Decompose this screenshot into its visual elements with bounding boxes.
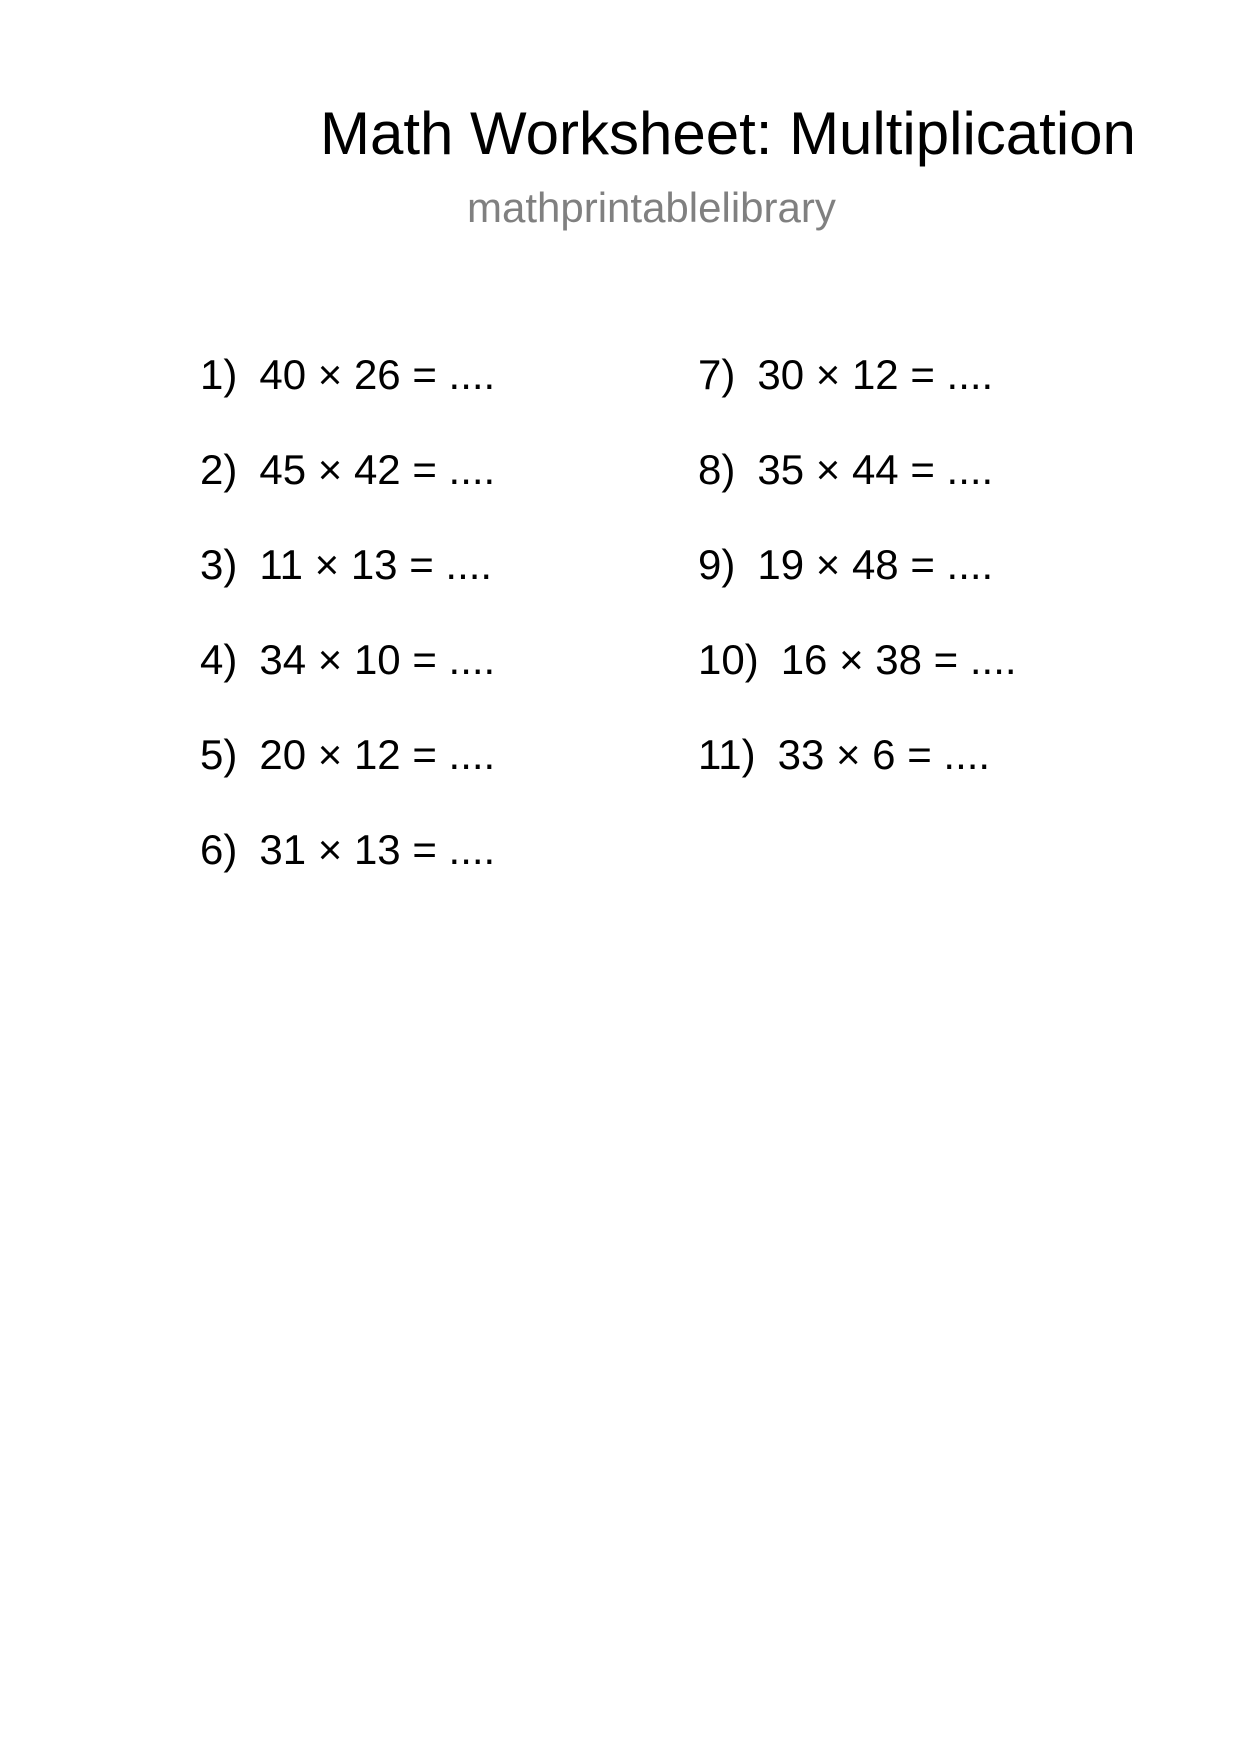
problem-expression: 11 × 13 = ....	[259, 541, 493, 588]
problem-number: 10)	[698, 636, 759, 683]
problem-column-left	[200, 348, 495, 918]
problem-item	[698, 728, 1017, 823]
problem-item	[698, 443, 1017, 538]
problem-number: 8)	[698, 446, 736, 493]
problem-column-right	[698, 348, 1017, 823]
problem-number: 5)	[200, 731, 238, 778]
problem-expression: 30 × 12 = ....	[757, 351, 994, 398]
problem-number: 1)	[200, 351, 238, 398]
problem-number: 6)	[200, 826, 238, 873]
problem-number: 4)	[200, 636, 238, 683]
problem-item	[200, 823, 495, 918]
problem-expression: 16 × 38 = ....	[780, 636, 1017, 683]
problem-item	[200, 633, 495, 728]
problem-number: 2)	[200, 446, 238, 493]
problem-item	[200, 728, 495, 823]
page-subtitle: mathprintablelibrary	[467, 184, 836, 231]
problem-item	[698, 633, 1017, 728]
problem-item	[698, 538, 1017, 633]
problem-number: 11)	[698, 731, 756, 778]
problem-expression: 31 × 13 = ....	[259, 826, 496, 873]
problem-item	[200, 348, 495, 443]
problem-item	[698, 348, 1017, 443]
problem-expression: 34 × 10 = ....	[259, 636, 496, 683]
problem-expression: 45 × 42 = ....	[259, 446, 496, 493]
problem-number: 9)	[698, 541, 736, 588]
problem-number: 7)	[698, 351, 736, 398]
problem-expression: 33 × 6 = ....	[777, 731, 991, 778]
page-title: Math Worksheet: Multiplication	[320, 100, 1136, 167]
problem-expression: 20 × 12 = ....	[259, 731, 496, 778]
problem-item	[200, 538, 495, 633]
problem-item	[200, 443, 495, 538]
problem-number: 3)	[200, 541, 238, 588]
problem-expression: 19 × 48 = ....	[757, 541, 994, 588]
problem-expression: 35 × 44 = ....	[757, 446, 994, 493]
problem-expression: 40 × 26 = ....	[259, 351, 496, 398]
